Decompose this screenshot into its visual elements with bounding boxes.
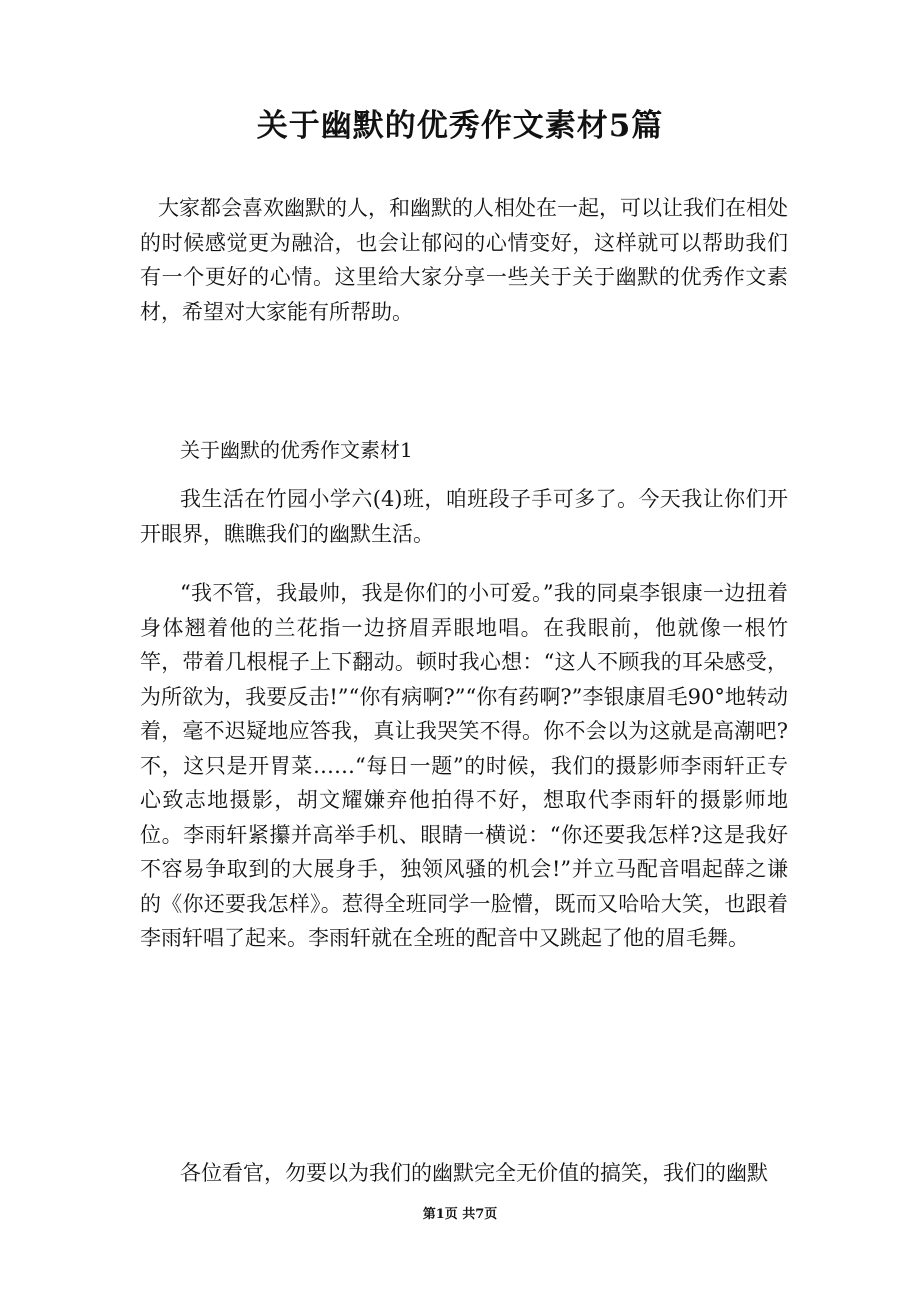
intro-paragraph: 大家都会喜欢幽默的人，和幽默的人相处在一起，可以让我们在相处的时候感觉更为融洽，也会让郁闷的心情变好，这样就可以帮助我们有一个更好的心情。这里给大家分享一些关于关于幽默的优秀作文素材，希望对大家能有所帮助。 xyxy=(140,196,788,324)
body-paragraph-2: “我不管，我最帅，我是你们的小可爱。”我的同桌李银康一边扭着身体翘着他的兰花指一边挤眉弄眼地唱。在我眼前，他就像一根竹竿，带着几根棍子上下翻动。顿时我心想：“这人不顾我的耳朵感受，为所欲为，我要反击!”“你有病啊?”“你有药啊?”李银康眉毛90°地转动着，毫不迟疑地应答我，真让我哭笑不得。你不会以为这就是高潮吧?不，这只是开胃菜……“每日一题”的时候，我们的摄影师李雨轩正专心致志地摄影，胡文耀嫌弃他拍得不好，想取代李雨轩的摄影师地位。李雨轩紧攥并高举手机、眼睛一横说：“你还要我怎样?这是我好不容易争取到的大展身手，独领风骚的机会!”并立马配音唱起薛之谦的《你还要我怎样》。惹得全班同学一脸懵，既而又哈哈大笑，也跟着李雨轩唱了起来。李雨轩就在全班的配音中又跳起了他的眉毛舞。 xyxy=(140,581,788,950)
body-paragraph-1: 我生活在竹园小学六(4)班，咱班段子手可多了。今天我让你们开开眼界，瞧瞧我们的幽默生活。 xyxy=(140,487,788,546)
body-paragraph-3: 各位看官，勿要以为我们的幽默完全无价值的搞笑，我们的幽默 xyxy=(180,1161,768,1185)
page-footer: 第1页 共7页 xyxy=(422,1207,498,1222)
section-heading: 关于幽默的优秀作文素材1 xyxy=(180,438,413,462)
document-title: 关于幽默的优秀作文素材5篇 xyxy=(256,108,664,144)
